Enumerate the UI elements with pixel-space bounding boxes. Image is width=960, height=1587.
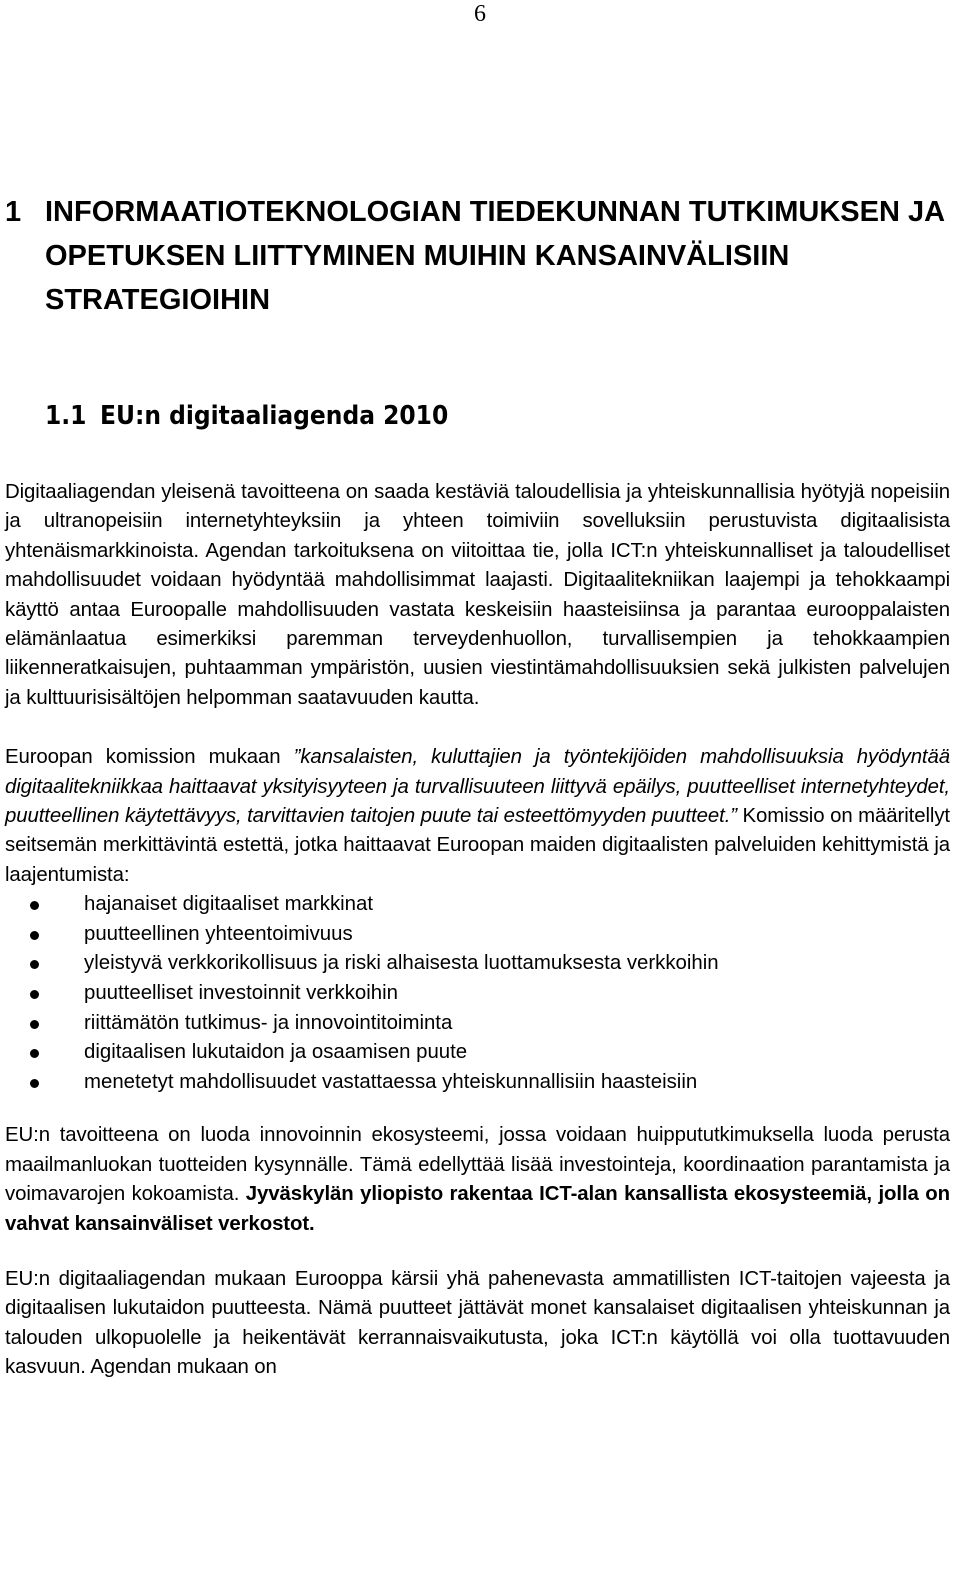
paragraph-commission-obstacles <box>5 743 950 890</box>
ecosystem-text: EU:n tavoitteena on luoda innovoinnin ekosysteemi, jossa voidaan huippututkimuksella luoda perusta maailmanluokan tuotteiden kysynnälle. Tämä edellyttää lisää investointeja, koordinaation parantamista ja voimavarojen kokoamista. <box>5 1124 950 1206</box>
list-item: riittämätön tutkimus- ja innovointitoiminta <box>5 1009 950 1039</box>
list-item: hajanaiset digitaaliset markkinat <box>5 890 950 920</box>
paragraph-ict-skills: EU:n digitaaliagendan mukaan Eurooppa kärsii yhä pahenevasta ammatillisten ICT-taitojen vajeesta ja digitaalisen lukutaidon puutteesta. Nämä puutteet jättävät monet kansalaiset digitaalisen yhteiskunnan ja talouden ulkopuolelle ja heikentävät kerrannaisvaikutusta, joka ICT:n käytöllä voi olla tuottavuuden kasvuun. Agendan mukaan on <box>5 1268 950 1379</box>
chapter-number: 1 <box>5 196 22 228</box>
section-title: EU:n digitaaliagenda 2010 <box>100 401 449 431</box>
section-number: 1.1 <box>45 401 87 431</box>
bullet-icon <box>30 960 39 969</box>
commission-rest: Komissio on määritellyt seitsemän merkittävintä estettä, jotka haittaavat Euroopan maiden digitaalisten palveluiden kehittymistä ja laajentumista: <box>5 805 950 886</box>
paragraph-innovation-ecosystem <box>5 1121 950 1239</box>
section-heading <box>5 398 950 434</box>
document-body <box>5 190 950 1383</box>
paragraph-digital-agenda-goal: Digitaaliagendan yleisenä tavoitteena on saada kestäviä taloudellisia ja yhteiskunnallisia hyötyjä nopeisiin ja ultranopeisiin internetyhteyksiin ja yhteen toimiviin sovelluksiin perustuvista digitaalisista yhtenäismarkkinoista. Agendan tarkoituksena on viitoittaa tie, jolla ICT:n yhteiskunnalliset ja taloudelliset mahdollisuudet voidaan hyödyntää mahdollisimmat laajasti. Digitaalitekniikan laajempi ja tehokkaampi käyttö antaa Euroopalle mahdollisuuden vastata keskeisiin haasteisiinsa ja parantaa eurooppalaisten elämänlaatua esimerkiksi paremman terveydenhuollon, turvallisempien ja tehokkaampien liikenneratkaisujen, puhtaamman ympäristön, uusien viestintämahdollisuuksien sekä julkisten palvelujen ja kulttuurisisältöjen helpomman saatavuuden kautta. <box>5 481 950 709</box>
chapter-title: INFORMAATIOTEKNOLOGIAN TIEDEKUNNAN TUTKIMUKSEN JA OPETUKSEN LIITTYMINEN MUIHIN KANSAINVÄLISIIN STRATEGIOIHIN <box>45 196 944 316</box>
list-item: yleistyvä verkkorikollisuus ja riski alhaisesta luottamuksesta verkkoihin <box>5 949 950 979</box>
ecosystem-bold: Jyväskylän yliopisto rakentaa ICT-alan kansallista ekosysteemiä, jolla on vahvat kansainväliset verkostot. <box>5 1183 950 1235</box>
page-number: 6 <box>474 1 486 27</box>
obstacle-list <box>5 890 950 1097</box>
commission-quote: ”kansalaisten, kuluttajien ja työntekijöiden mahdollisuuksia hyödyntää digitaalitekniikkaa haittaavat yksityisyyteen ja turvallisuuteen liittyvä epäilys, puutteelliset internetyhteydet, puutteellinen käytettävyys, tarvittavien taitojen puute tai esteettömyyden puutteet.” <box>5 746 950 828</box>
list-item: puutteellinen yhteentoimivuus <box>5 920 950 950</box>
bullet-icon <box>30 1020 39 1029</box>
commission-intro: Euroopan komission mukaan <box>5 746 294 769</box>
bullet-icon <box>30 990 39 999</box>
list-item: menetetyt mahdollisuudet vastattaessa yhteiskunnallisiin haasteisiin <box>5 1068 950 1098</box>
bullet-icon <box>30 931 39 940</box>
bullet-icon <box>30 1049 39 1058</box>
bullet-icon <box>30 901 39 910</box>
list-item: digitaalisen lukutaidon ja osaamisen puute <box>5 1038 950 1068</box>
chapter-heading <box>5 190 950 322</box>
list-item: puutteelliset investoinnit verkkoihin <box>5 979 950 1009</box>
bullet-icon <box>30 1079 39 1088</box>
